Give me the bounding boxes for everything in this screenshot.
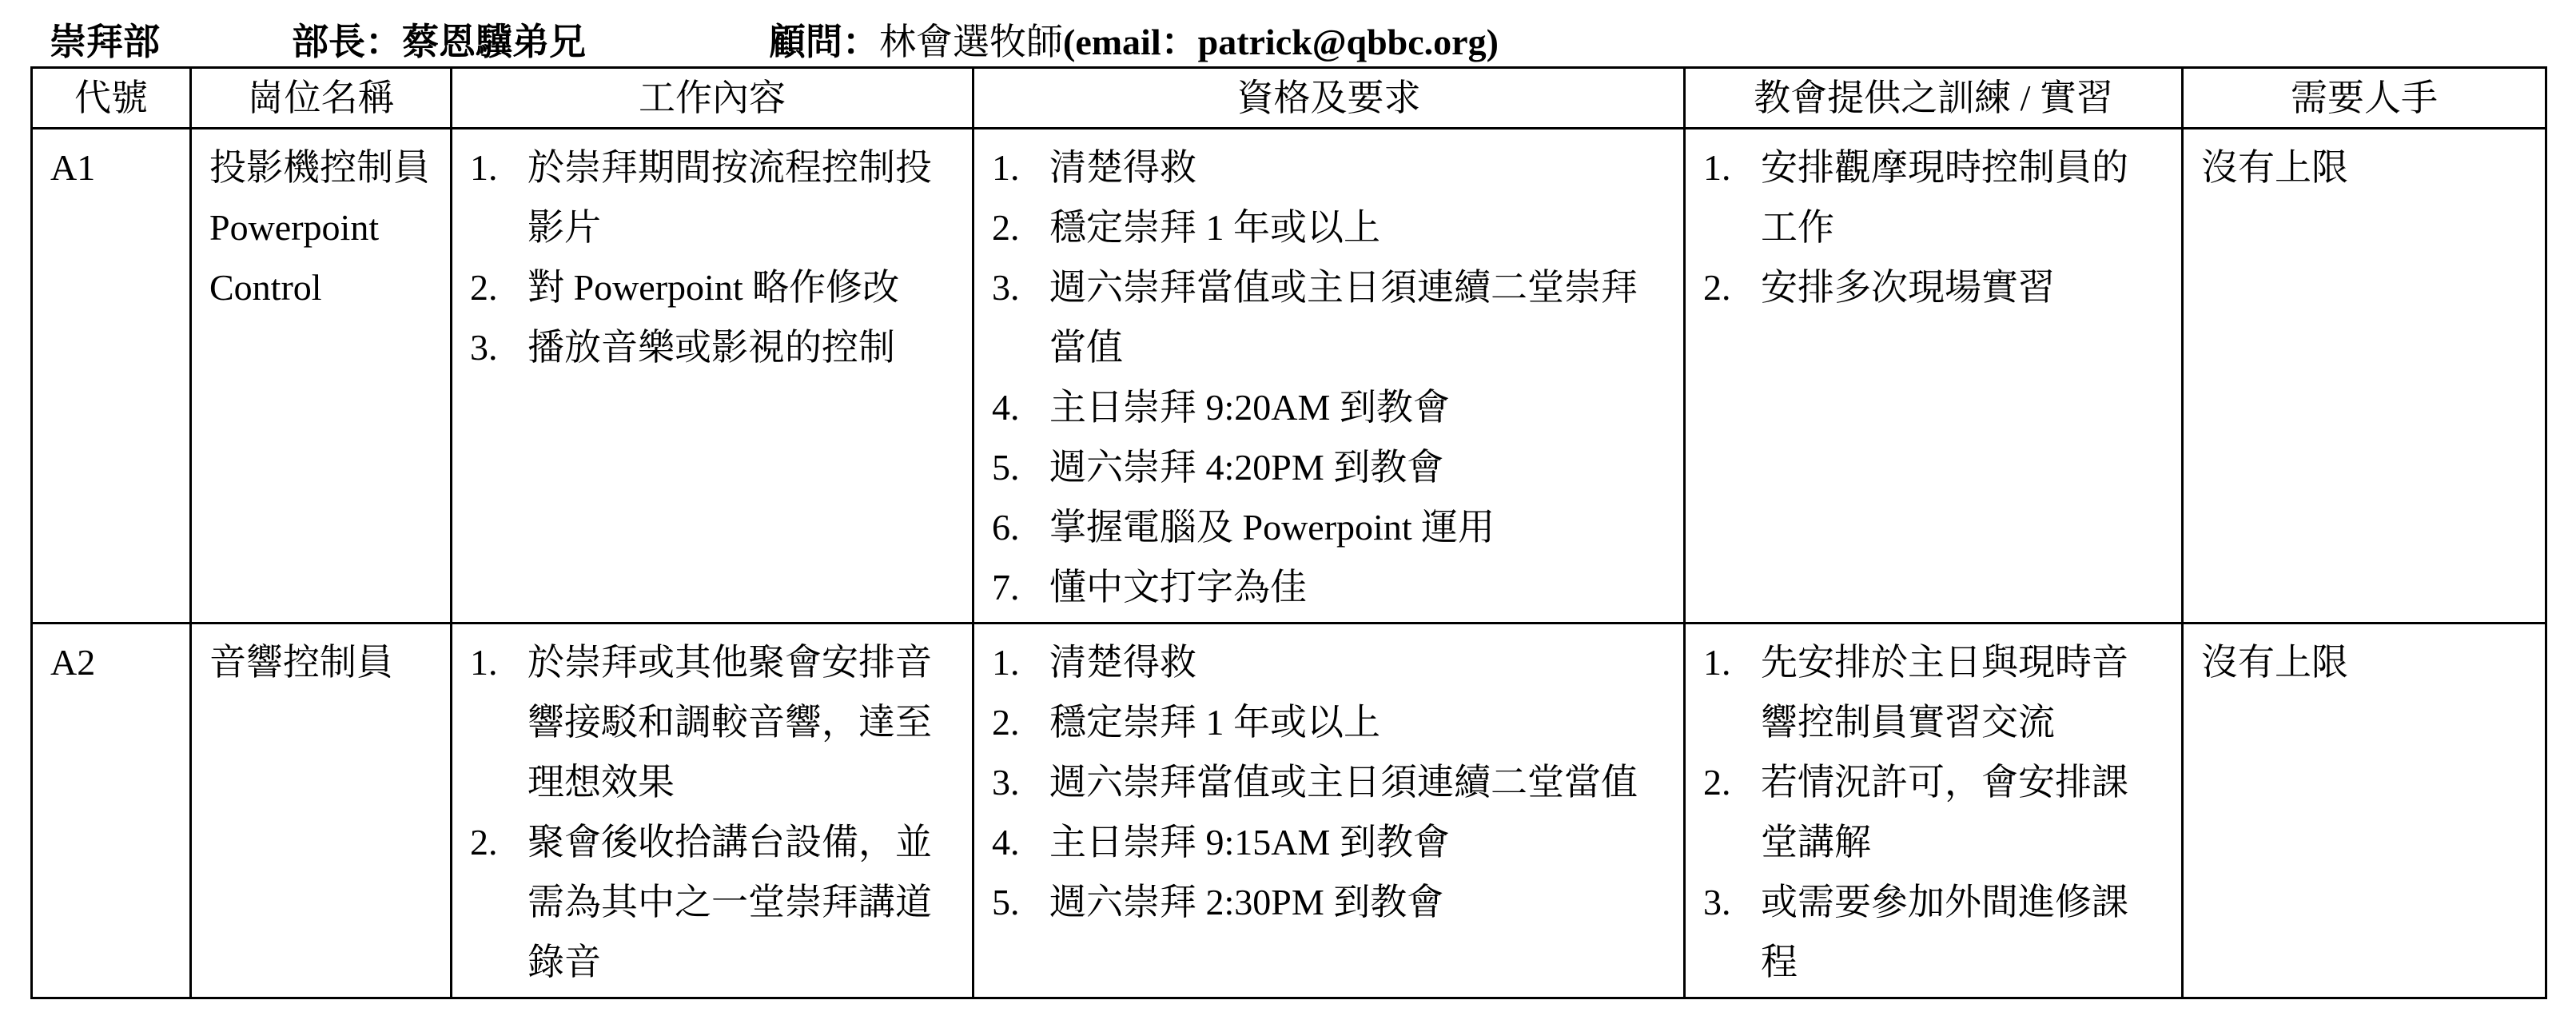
list-item: 3. 週六崇拜當值或主日須連續二堂當值 xyxy=(992,762,1638,803)
list-item: 6. 掌握電腦及 Powerpoint 運用 xyxy=(992,507,1495,548)
role-training xyxy=(1685,624,2183,998)
role-name-zh: 投影機控制員 xyxy=(209,147,430,188)
page-header xyxy=(50,14,2559,70)
role-code: A1 xyxy=(32,129,191,624)
table-row xyxy=(32,624,2546,998)
department-head: 部長：蔡恩驥弟兄 xyxy=(292,22,586,62)
list-item: 2. 穩定崇拜 1 年或以上 xyxy=(992,207,1380,248)
role-name-en: Powerpoint Control xyxy=(209,207,380,308)
list-item: 1. 於崇拜或其他聚會安排音響接駁和調較音響，達至理想效果 xyxy=(470,642,932,803)
advisor-line xyxy=(769,14,1499,70)
list-item: 5. 週六崇拜 2:30PM 到教會 xyxy=(992,882,1444,922)
role-duties xyxy=(452,129,973,624)
list-item: 1. 安排觀摩現時控制員的工作 xyxy=(1703,147,2128,248)
role-name xyxy=(191,129,452,624)
column-header-code: 代號 xyxy=(32,68,191,129)
role-staffing: 沒有上限 xyxy=(2183,129,2546,624)
list-item: 1. 先安排於主日與現時音響控制員實習交流 xyxy=(1703,642,2128,743)
table-header-row xyxy=(32,68,2546,129)
column-header-requirements: 資格及要求 xyxy=(973,68,1685,129)
role-code: A2 xyxy=(32,624,191,998)
role-name-zh: 音響控制員 xyxy=(209,642,393,683)
list-item: 2. 安排多次現場實習 xyxy=(1703,267,2055,308)
column-header-role: 崗位名稱 xyxy=(191,68,452,129)
column-header-training: 教會提供之訓練 / 實習 xyxy=(1685,68,2183,129)
role-requirements xyxy=(973,624,1685,998)
role-staffing: 沒有上限 xyxy=(2183,624,2546,998)
list-item: 2. 聚會後收拾講台設備，並需為其中之一堂崇拜講道錄音 xyxy=(470,822,932,982)
role-name xyxy=(191,624,452,998)
list-item: 1. 清楚得救 xyxy=(992,147,1196,188)
list-item: 2. 穩定崇拜 1 年或以上 xyxy=(992,702,1380,743)
list-item: 4. 主日崇拜 9:15AM 到教會 xyxy=(992,822,1450,863)
list-item: 3. 或需要參加外間進修課程 xyxy=(1703,882,2128,982)
list-item: 1. 清楚得救 xyxy=(992,642,1196,683)
advisor-label: 顧問： xyxy=(769,22,879,62)
list-item: 4. 主日崇拜 9:20AM 到教會 xyxy=(992,387,1450,428)
role-requirements xyxy=(973,129,1685,624)
department-title: 崇拜部 xyxy=(50,22,160,62)
list-item: 2. 對 Powerpoint 略作修改 xyxy=(470,267,900,308)
list-item: 2. 若情況許可，會安排課堂講解 xyxy=(1703,762,2128,863)
list-item: 1. 於崇拜期間按流程控制投影片 xyxy=(470,147,932,248)
column-header-duties: 工作內容 xyxy=(452,68,973,129)
role-training xyxy=(1685,129,2183,624)
advisor-name: 林會選牧師 xyxy=(879,22,1063,62)
list-item: 7. 懂中文打字為佳 xyxy=(992,567,1307,608)
role-duties xyxy=(452,624,973,998)
table-row xyxy=(32,129,2546,624)
list-item: 5. 週六崇拜 4:20PM 到教會 xyxy=(992,447,1444,488)
roles-table xyxy=(30,66,2547,999)
column-header-staffing: 需要人手 xyxy=(2183,68,2546,129)
list-item: 3. 週六崇拜當值或主日須連續二堂崇拜當值 xyxy=(992,267,1638,368)
advisor-email: (email：patrick@qbbc.org) xyxy=(1063,22,1499,62)
list-item: 3. 播放音樂或影視的控制 xyxy=(470,327,895,368)
